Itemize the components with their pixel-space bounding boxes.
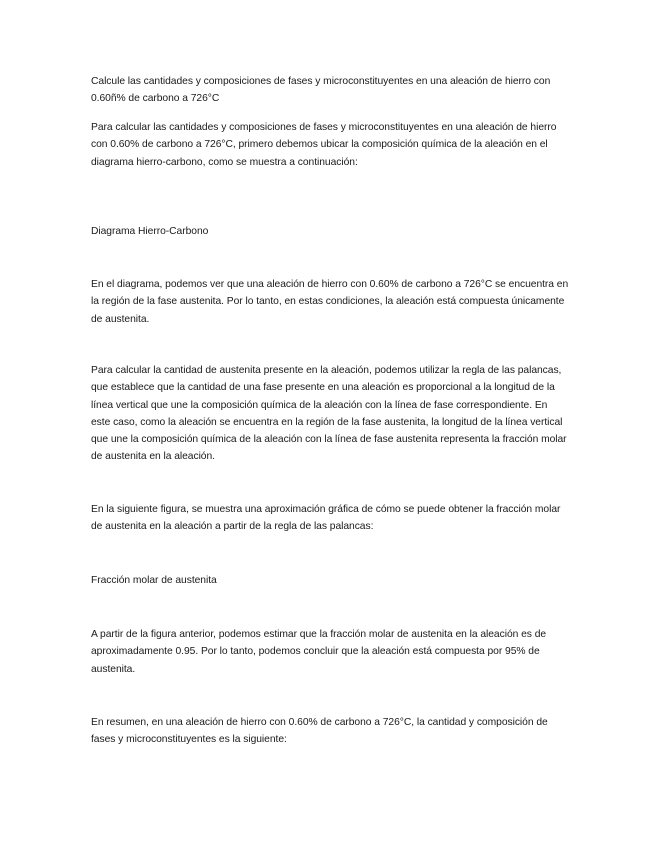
figure-caption: Fracción molar de austenita: [91, 575, 217, 586]
question-paragraph: Calcule las cantidades y composiciones de fases y microconstituyentes en una aleación de hierro con 0.60ñ% de carbono a 726°C: [91, 76, 551, 105]
summary-paragraph: En resumen, en una aleación de hierro con 0.60% de carbono a 726°C, la cantidad y composición de fases y microconstituyentes es la siguiente:: [91, 717, 548, 746]
estimate-paragraph: A partir de la figura anterior, podemos estimar que la fracción molar de austenita en la aleación es de aproximadamente 0.95. Por lo tanto, podemos concluir que la aleación está compuesta por 95% de austenita.: [91, 629, 547, 675]
figure-intro-paragraph: En la siguiente figura, se muestra una aproximación gráfica de cómo se puede obtener la fracción molar de austenita en la aleación a partir de la regla de las palancas:: [91, 504, 561, 533]
intro-paragraph: Para calcular las cantidades y composiciones de fases y microconstituyentes en una aleación de hierro con 0.60% de carbono a 726°C, primero debemos ubicar la composición química de la aleación en el diagrama hierro-carbono, como se muestra a continuación:: [91, 122, 557, 168]
austenite-region-paragraph: En el diagrama, podemos ver que una aleación de hierro con 0.60% de carbono a 726°C se encuentra en la región de la fase austenita. Por lo tanto, en estas condiciones, la aleación está compuesta únicamente de austenita.: [91, 279, 569, 325]
diagram-caption: Diagrama Hierro-Carbono: [91, 226, 209, 237]
lever-rule-paragraph: Para calcular la cantidad de austenita presente en la aleación, podemos utilizar la regla de las palancas, que establece que la cantidad de una fase presente en una aleación es proporcional a la longitud de la línea vertical que une la composición química de la aleación con la línea de fase correspondiente. En este caso, como la aleación se encuentra en la región de la fase austenita, la longitud de la línea vertical que une la composición química de la aleación con la línea de fase austenita representa la fracción molar de austenita en la aleación.: [91, 365, 567, 463]
